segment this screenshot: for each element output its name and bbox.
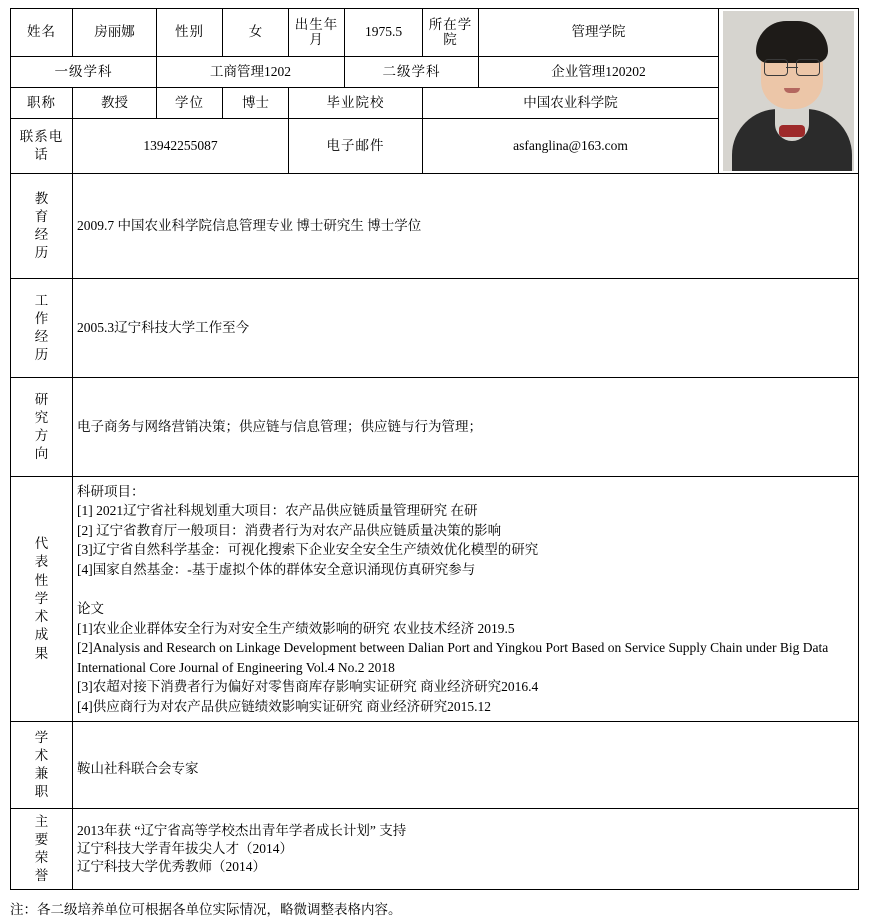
- cv-table: [10, 8, 859, 890]
- section-part-time: [11, 722, 859, 809]
- first-discipline-label: 一级学科: [11, 56, 157, 87]
- section-education: [11, 174, 859, 279]
- college-value: 管理学院: [479, 9, 719, 57]
- section-work: [11, 279, 859, 378]
- graduate-school-label: 毕业院校: [289, 87, 423, 118]
- part-time-content: 鞍山社科联合会专家: [73, 722, 859, 809]
- college-label: 所在学院: [423, 9, 479, 57]
- gender-label: 性别: [157, 9, 223, 57]
- work-content: 2005.3辽宁科技大学工作至今: [73, 279, 859, 378]
- degree-label: 学位: [157, 87, 223, 118]
- phone-label: 联系电话: [11, 118, 73, 173]
- title-label: 职称: [11, 87, 73, 118]
- degree-value: 博士: [223, 87, 289, 118]
- section-research: [11, 378, 859, 477]
- birth-label: 出生年月: [289, 9, 345, 57]
- title-value: 教授: [73, 87, 157, 118]
- email-label: 电子邮件: [289, 118, 423, 173]
- education-content: 2009.7 中国农业科学院信息管理专业 博士研究生 博士学位: [73, 174, 859, 279]
- name-label: 姓名: [11, 9, 73, 57]
- email-value: asfanglina@163.com: [423, 118, 719, 173]
- section-achievements: [11, 477, 859, 722]
- research-label: 研 究 方 向: [11, 378, 73, 477]
- achievements-label: 代 表 性 学 术 成 果: [11, 477, 73, 722]
- honors-label: 主 要 荣 誉: [11, 809, 73, 890]
- research-content: 电子商务与网络营销决策；供应链与信息管理；供应链与行为管理；: [73, 378, 859, 477]
- honors-content: 2013年获 “辽宁省高等学校杰出青年学者成长计划” 支持 辽宁科技大学青年拔尖人才（2014） 辽宁科技大学优秀教师（2014）: [73, 809, 859, 890]
- section-honors: [11, 809, 859, 890]
- second-discipline-label: 二级学科: [345, 56, 479, 87]
- work-label: 工 作 经 历: [11, 279, 73, 378]
- birth-value: 1975.5: [345, 9, 423, 57]
- graduate-school-value: 中国农业科学院: [423, 87, 719, 118]
- footer-note: 注：各二级培养单位可根据各单位实际情况，略微调整表格内容。: [10, 902, 402, 917]
- achievements-content: 科研项目： [1] 2021辽宁省社科规划重大项目：农产品供应链质量管理研究 在研 [2] 辽宁省教育厅一般项目：消费者行为对农产品供应链质量决策的影响 [3]辽宁省自然科学基金：可视化搜索下企业安全安全生产绩效优化模型的研究 [4]国家自然基金：-基于虚拟个体的群体安全意识涌现仿真研究参与 论文 [1]农业企业群体安全行为对安全生产绩效影响的研究 农业技术经济 2019.5 [2]Analysis and Research on Linkage Development between Dalian Port and Yingkou Port Based on Service Supply Chain under Big Data International Core Journal of Engineering Vol.4 No.2 2018 [3]农超对接下消费者行为偏好对零售商库存影响实证研究 商业经济研究2016.4 [4]供应商行为对农产品供应链绩效影响实证研究 商业经济研究2015.12: [73, 477, 859, 722]
- photo-wrap: [723, 11, 854, 171]
- table-row: [11, 9, 859, 57]
- first-discipline-value: 工商管理1202: [157, 56, 345, 87]
- education-label: 教 育 经 历: [11, 174, 73, 279]
- name-value: 房丽娜: [73, 9, 157, 57]
- part-time-label: 学 术 兼 职: [11, 722, 73, 809]
- phone-value: 13942255087: [73, 118, 289, 173]
- gender-value: 女: [223, 9, 289, 57]
- avatar: [723, 11, 854, 171]
- photo-cell: [719, 9, 859, 174]
- second-discipline-value: 企业管理120202: [479, 56, 719, 87]
